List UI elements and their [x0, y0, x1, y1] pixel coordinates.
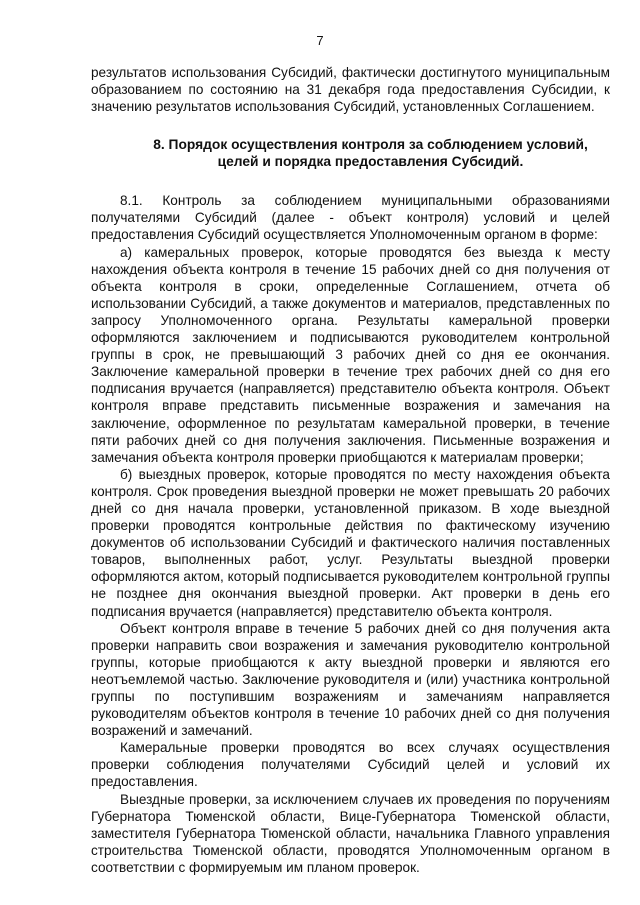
intro-paragraph: результатов использования Субсидий, фактически достигнутого муниципальным образованием по состоянию на 31 декабря года предоставления Субсидии, к значению результатов использования Субсидий, установленных Соглашением. — [91, 65, 610, 115]
section-heading: 8. Порядок осуществления контроля за соблюдением условий, целей и порядка предоставления Субсидий. — [153, 137, 588, 170]
paragraph-desk-audit-cases: Камеральные проверки проводятся во всех случаях осуществления проверки соблюдения получателями Субсидий целей и условий их предоставления. — [91, 740, 610, 790]
page-number: 7 — [316, 33, 324, 48]
paragraph-8-1: 8.1. Контроль за соблюдением муниципальными образованиями получателями Субсидий (далее - объект контроля) условий и целей предоставления Субсидий осуществляется Уполномоченным органом в форме: — [91, 193, 610, 243]
paragraph-b-field-audits: б) выездных проверок, которые проводятся по месту нахождения объекта контроля. Срок проведения выездной проверки не может превышать 20 рабочих дней со дня начала проверки, установленной приказом. В ходе выездной проверки проводятся контрольные действия по фактическому изучению документов об использовании Субсидий и фактического наличия поставленных товаров, выполненных работ, услуг. Результаты выездной проверки оформляются актом, который подписывается руководителем контрольной группы не позднее дня окончания выездной проверки. Акт проверки в день его подписания вручается (направляется) представителю объекта контроля. — [91, 466, 610, 619]
document-body — [91, 64, 610, 876]
paragraph-objections: Объект контроля вправе в течение 5 рабочих дней со дня получения акта проверки направить свои возражения и замечания руководителю контрольной группы, которые приобщаются к акту выездной проверки и являются его неотъемлемой частью. Заключение руководителя и (или) участника контрольной группы по поступившим возражениям и замечаниям направляется руководителям объектов контроля в течение 10 рабочих дней со дня получения возражений и замечаний. — [91, 620, 610, 739]
paragraph-a-desk-audits: а) камеральных проверок, которые проводятся без выезда к месту нахождения объекта контроля в течение 15 рабочих дней со дня получения от объекта контроля в сроки, определенные Соглашением, отчета об использовании Субсидий, а также документов и материалов, представленных по запросу Уполномоченного органа. Результаты камеральной проверки оформляются заключением и подписываются руководителем контрольной группы в срок, не превышающий 3 рабочих дней со дня ее окончания. Заключение камеральной проверки в течение трех рабочих дней со дня его подписания вручается (направляется) представителю объекта контроля. Объект контроля вправе представить письменные возражения и замечания на заключение, оформленное по результатам камеральной проверки, в течение пяти рабочих дней со дня получения заключения. Письменные возражения и замечания объекта контроля проверки приобщаются к материалам проверки; — [91, 244, 610, 465]
paragraph-field-audit-plan: Выездные проверки, за исключением случаев их проведения по поручениям Губернатора Тюменской области, Вице-Губернатора Тюменской области, заместителя Губернатора Тюменской области, начальника Главного управления строительства Тюменской области, проводятся Уполномоченным органом в соответствии с формируемым им планом проверок. — [91, 791, 610, 875]
